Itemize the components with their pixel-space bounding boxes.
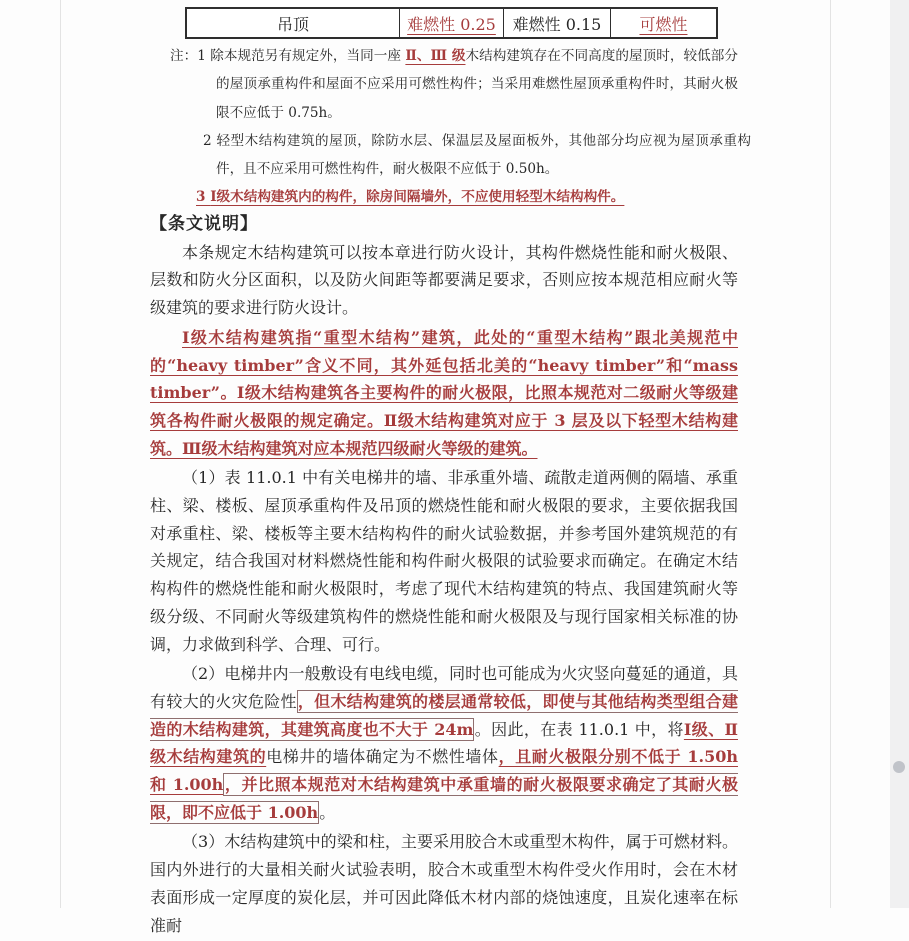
text-segment: I级、Ⅱ 级木结构建筑的 bbox=[150, 719, 738, 767]
text-segment: （2）电梯井内一般敷设有电线电缆，同时也可能成为火灾竖向蔓延的通道，具有较大的火灾危险性 bbox=[150, 664, 738, 711]
text-segment: （3）木结构建筑中的梁和柱，主要采用胶合木或重型木构件，属于可燃材料。国内外进行的大量相关耐火试验表明，胶合木或重型木构件受火作用时，会在木材表面形成一定厚度的炭化层，并可因此降低木材内部的烧蚀速度，且炭化速率在标准耐 bbox=[150, 832, 738, 935]
note-item bbox=[203, 127, 751, 184]
notes-block bbox=[170, 42, 751, 212]
text-segment: I级木结构建筑内的构件，除房间隔墙外，不应使用轻型木结构构件。 bbox=[210, 189, 625, 206]
text-segment: ，且耐火极限分别不低于 1.50h 和 1.00h bbox=[150, 747, 738, 795]
commentary-section bbox=[150, 211, 738, 941]
page-right-edge bbox=[830, 0, 831, 908]
paragraph bbox=[150, 660, 738, 826]
paragraph bbox=[150, 239, 738, 322]
paragraph bbox=[150, 324, 738, 463]
scroll-gutter[interactable] bbox=[890, 0, 909, 908]
paragraph bbox=[150, 828, 738, 939]
table-cell: 可燃性 bbox=[610, 9, 716, 37]
spec-table bbox=[185, 7, 718, 39]
text-segment: （1）表 11.0.1 中有关电梯井的墙、非承重外墙、疏散走道两侧的隔墙、承重柱、梁、楼板、屋顶承重构件及吊顶的燃烧性能和耐火极限的要求，主要依据我国对承重柱、梁、楼板等主要木结构构件的耐火试验数据，并参考国外建筑规范的有关规定，结合我国对材料燃烧性能和构件耐火极限的试验要求而确定。在确定木结构构件的燃烧性能和耐火极限时，考虑了现代木结构建筑的特点、我国建筑耐火等级分级、不同耐火等级建筑构件的燃烧性能和耐火极限及与现行国家相关标准的协调，力求做到科学、合理、可行。 bbox=[150, 468, 738, 654]
table-cell: 难燃性 0.25 bbox=[399, 9, 503, 37]
text-segment: 除本规范另有规定外，当同一座 bbox=[210, 48, 406, 64]
text-segment: I级木结构建筑指“重型木结构”建筑，此处的“重型木结构”跟北美规范中的“heavy timber”含义不同，其外延包括北美的“heavy timber”和“mass timber”。I级木结构建筑各主要构件的耐火极限，比照本规范对二级耐火等级建筑各构件耐火极限的规定确定。Ⅱ级木结构建筑对应于 3 层及以下轻型木结构建筑。Ⅲ级木结构建筑对应本规范四级耐火等级的建筑。 bbox=[150, 327, 738, 458]
text-segment: ，但木结构建筑的楼层通常较低，即使与其他结构类型组合建造的木结构建筑，其建筑高度也不大于 24m bbox=[150, 691, 738, 739]
note-item bbox=[196, 183, 738, 211]
table-cell: 难燃性 0.15 bbox=[503, 9, 610, 37]
text-segment: 。 bbox=[319, 802, 336, 822]
paragraph bbox=[150, 464, 738, 658]
commentary-paragraphs bbox=[150, 239, 738, 940]
text-segment: 电梯井的墙体确定为不燃性墙体 bbox=[266, 747, 499, 767]
spec-table-row bbox=[187, 9, 716, 37]
text-segment: Ⅱ、Ⅲ 级 bbox=[405, 48, 466, 64]
note-number: 2 bbox=[203, 132, 217, 149]
text-segment: 。因此，在表 11.0.1 中，将 bbox=[474, 719, 684, 739]
note-number: 注：1 bbox=[170, 48, 211, 64]
text-segment: 木结构建筑存在不同高度的屋顶时，较低部分的屋顶承重构件和屋面不应采用可燃性构件；当采用难燃性屋顶承重构件时，其耐火极限不应低于 0.75h。 bbox=[216, 48, 738, 121]
table-cell: 吊顶 bbox=[276, 14, 309, 34]
text-segment: ，并比照本规范对木结构建筑中承重墙的耐火极限要求确定了其耐火极限，即不应低于 1.00h bbox=[150, 775, 738, 822]
commentary-heading: 【条文说明】 bbox=[150, 214, 258, 234]
text-segment: 本条规定木结构建筑可以按本章进行防火设计，其构件燃烧性能和耐火极限、层数和防火分区面积，以及防火间距等都要满足要求，否则应按本规范相应耐火等级建筑的要求进行防火设计。 bbox=[150, 242, 738, 318]
note-number: 3 bbox=[196, 189, 211, 206]
page-left-edge bbox=[60, 0, 61, 908]
note-item bbox=[170, 42, 738, 127]
text-segment: 轻型木结构建筑的屋顶，除防水层、保温层及屋面板外，其他部分均应视为屋顶承重构件，且不应采用可燃性构件，耐火极限不应低于 0.50h。 bbox=[216, 132, 751, 178]
scrollbar-thumb[interactable] bbox=[893, 761, 905, 773]
